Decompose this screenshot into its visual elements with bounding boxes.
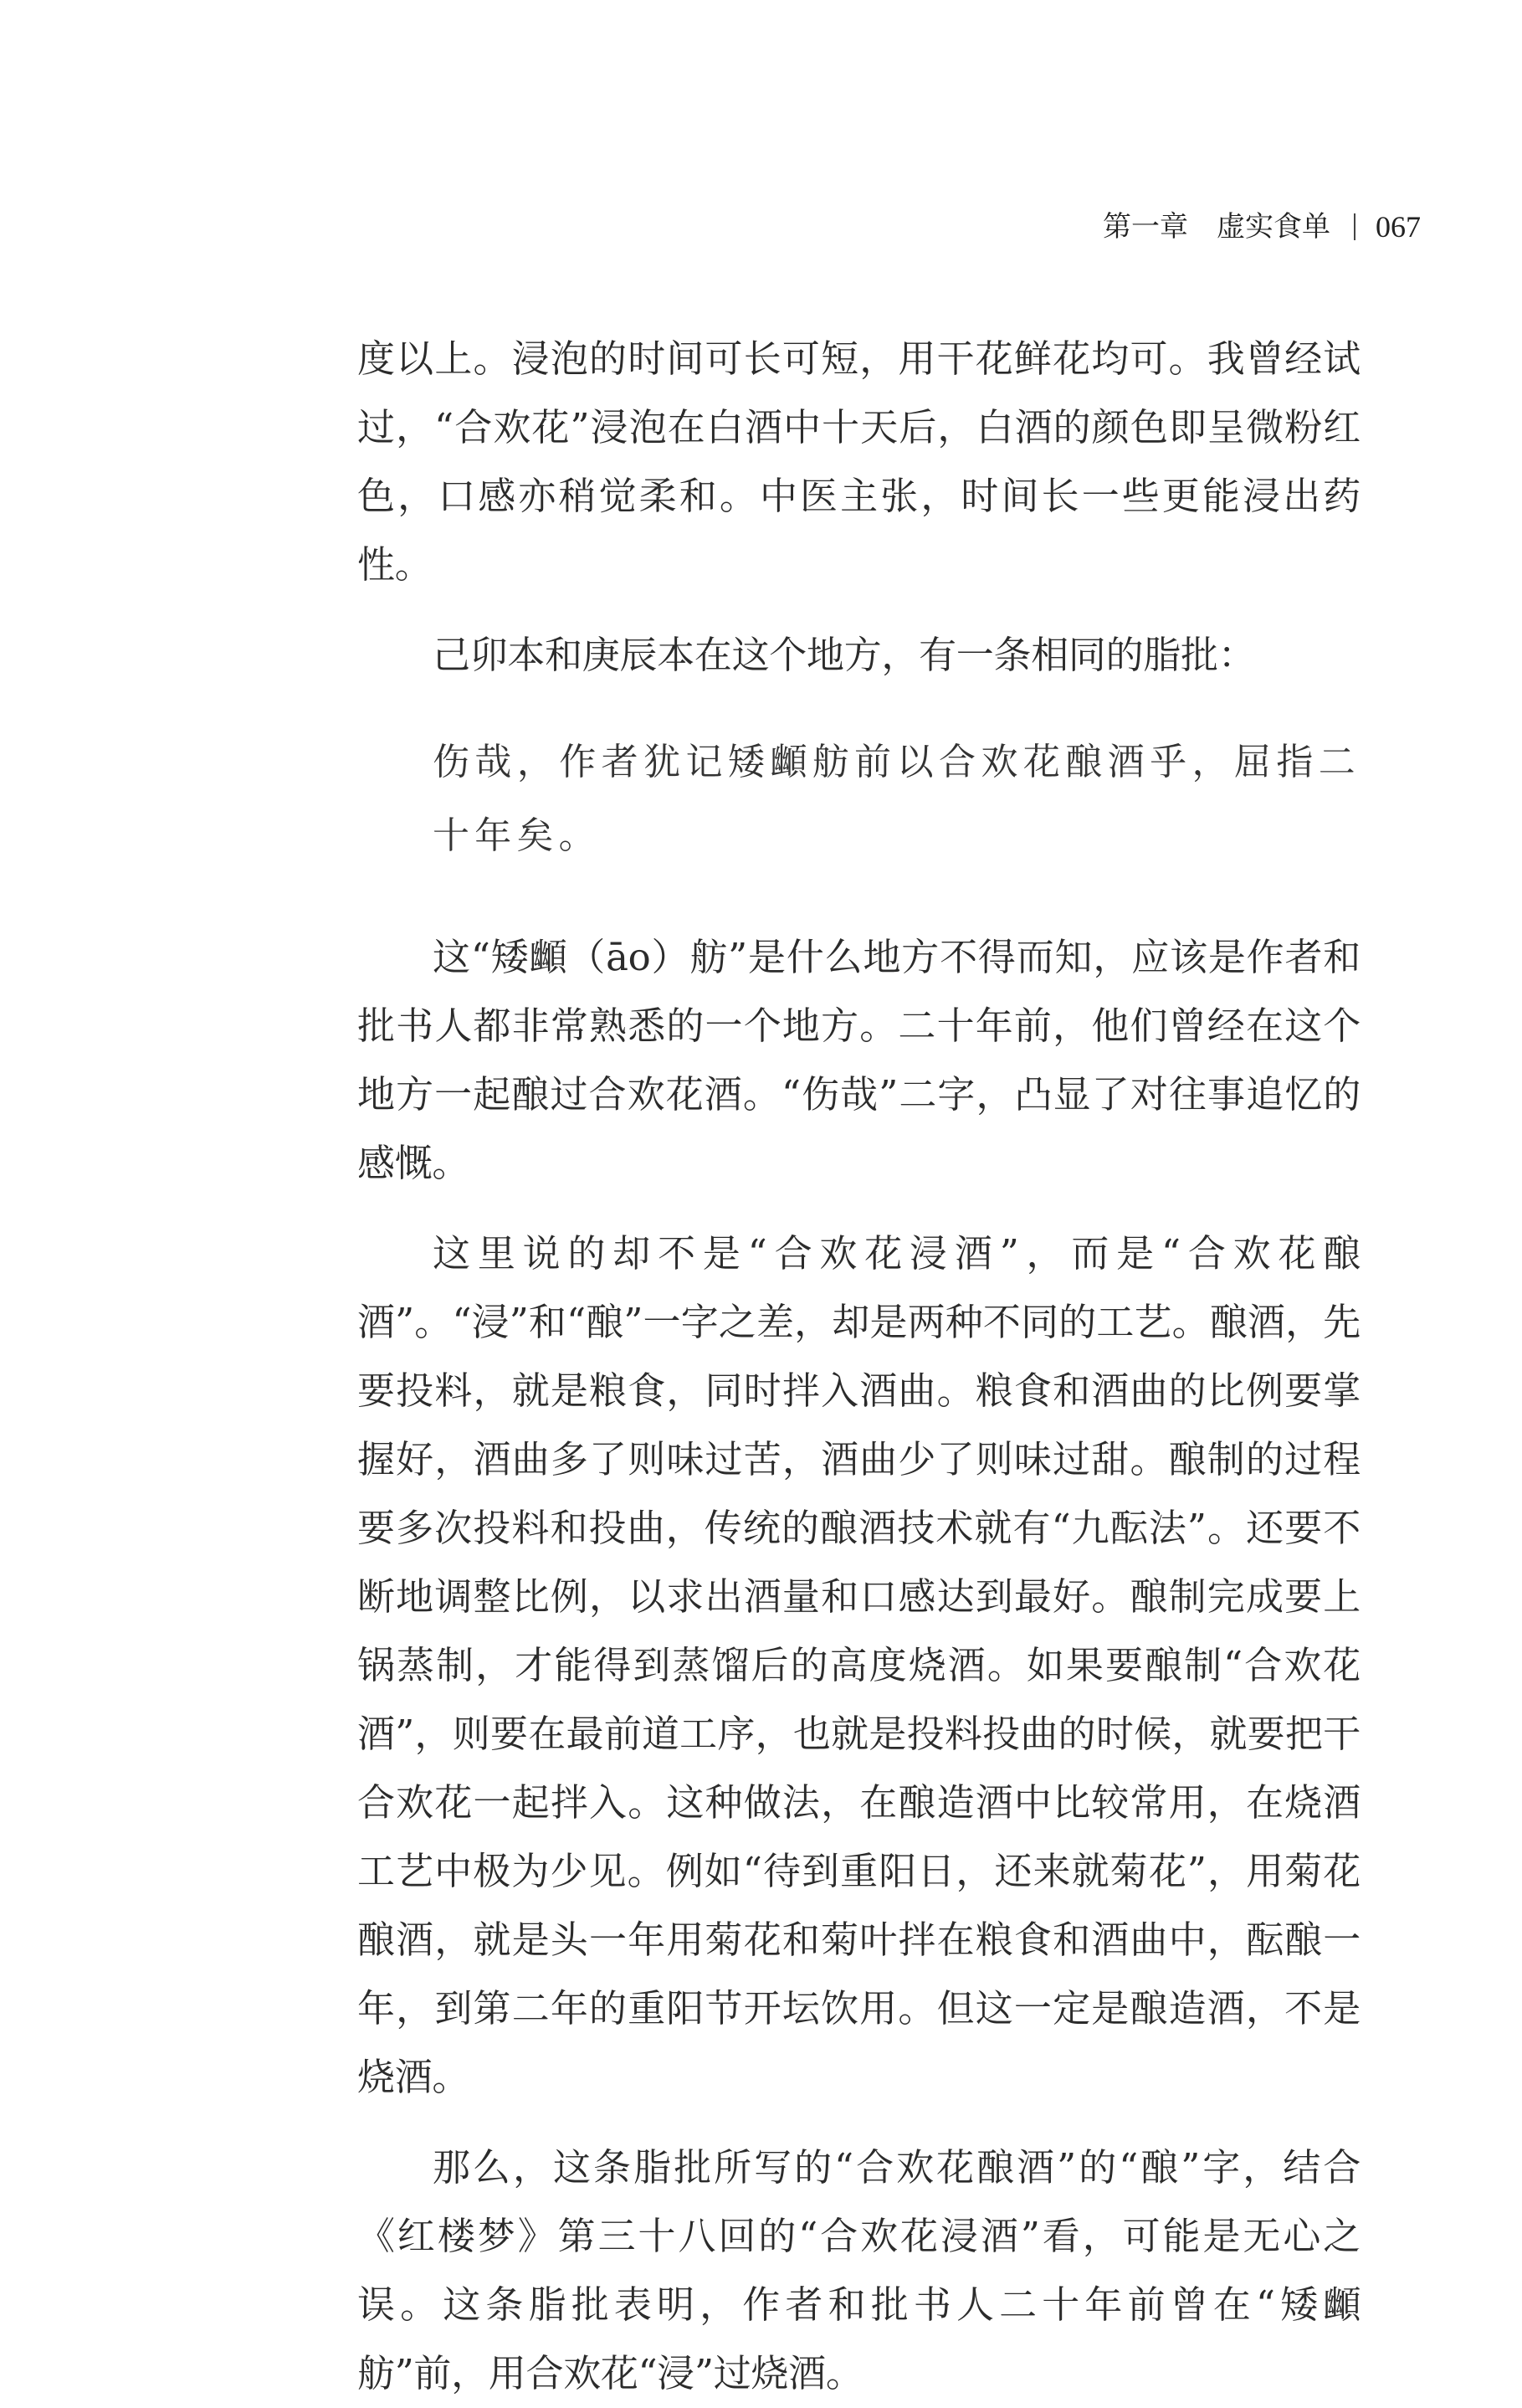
chapter-number: 第一章 [1103,210,1188,244]
paragraph: 这“矮䫜（āo）舫”是什么地方不得而知，应该是作者和批书人都非常熟悉的一个地方。二十年前，他们曾经在这个地方一起酿过合欢花酒。“伤哉”二字，凸显了对往事追忆的感慨。 [357,935,1361,1185]
paragraph: 那么，这条脂批所写的“合欢花酿酒”的“酿”字，结合《红楼梦》第三十八回的“合欢花浸酒”看，可能是无心之误。这条脂批表明，作者和批书人二十年前曾在“矮䫜舫”前，用合欢花“浸”过烧酒。 [357,2145,1361,2395]
annotation-quote-text: 伤哉，作者犹记矮䫜舫前以合欢花酿酒乎，屈指二十年矣。 [433,741,1361,857]
page-number: 067 [1376,210,1421,244]
paragraph-continued: 度以上。浸泡的时间可长可短，用干花鲜花均可。我曾经试过，“合欢花”浸泡在白酒中十天后，白酒的颜色即呈微粉红色，口感亦稍觉柔和。中医主张，时间长一些更能浸出药性。 [357,336,1361,587]
running-header [1103,206,1421,248]
paragraph: 这里说的却不是“合欢花浸酒”，而是“合欢花酿酒”。“浸”和“酿”一字之差，却是两种不同的工艺。酿酒，先要投料，就是粮食，同时拌入酒曲。粮食和酒曲的比例要掌握好，酒曲多了则味过苦，酒曲少了则味过甜。酿制的过程要多次投料和投曲，传统的酿酒技术就有“九酝法”。还要不断地调整比例，以求出酒量和口感达到最好。酿制完成要上锅蒸制，才能得到蒸馏后的高度烧酒。如果要酿制“合欢花酒”，则要在最前道工序，也就是投料投曲的时候，就要把干合欢花一起拌入。这种做法，在酿造酒中比较常用，在烧酒工艺中极为少见。例如“待到重阳日，还来就菊花”，用菊花酿酒，就是头一年用菊花和菊叶拌在粮食和酒曲中，酝酿一年，到第二年的重阳节开坛饮用。但这一定是酿造酒，不是烧酒。 [357,1231,1361,2099]
header-divider [1354,213,1355,240]
chapter-title: 虚实食单 [1217,210,1330,244]
annotation-quote [357,726,1361,873]
body-text [357,325,1361,2408]
paragraph-intro-annotation: 己卯本和庚辰本在这个地方，有一条相同的脂批： [433,633,1256,677]
